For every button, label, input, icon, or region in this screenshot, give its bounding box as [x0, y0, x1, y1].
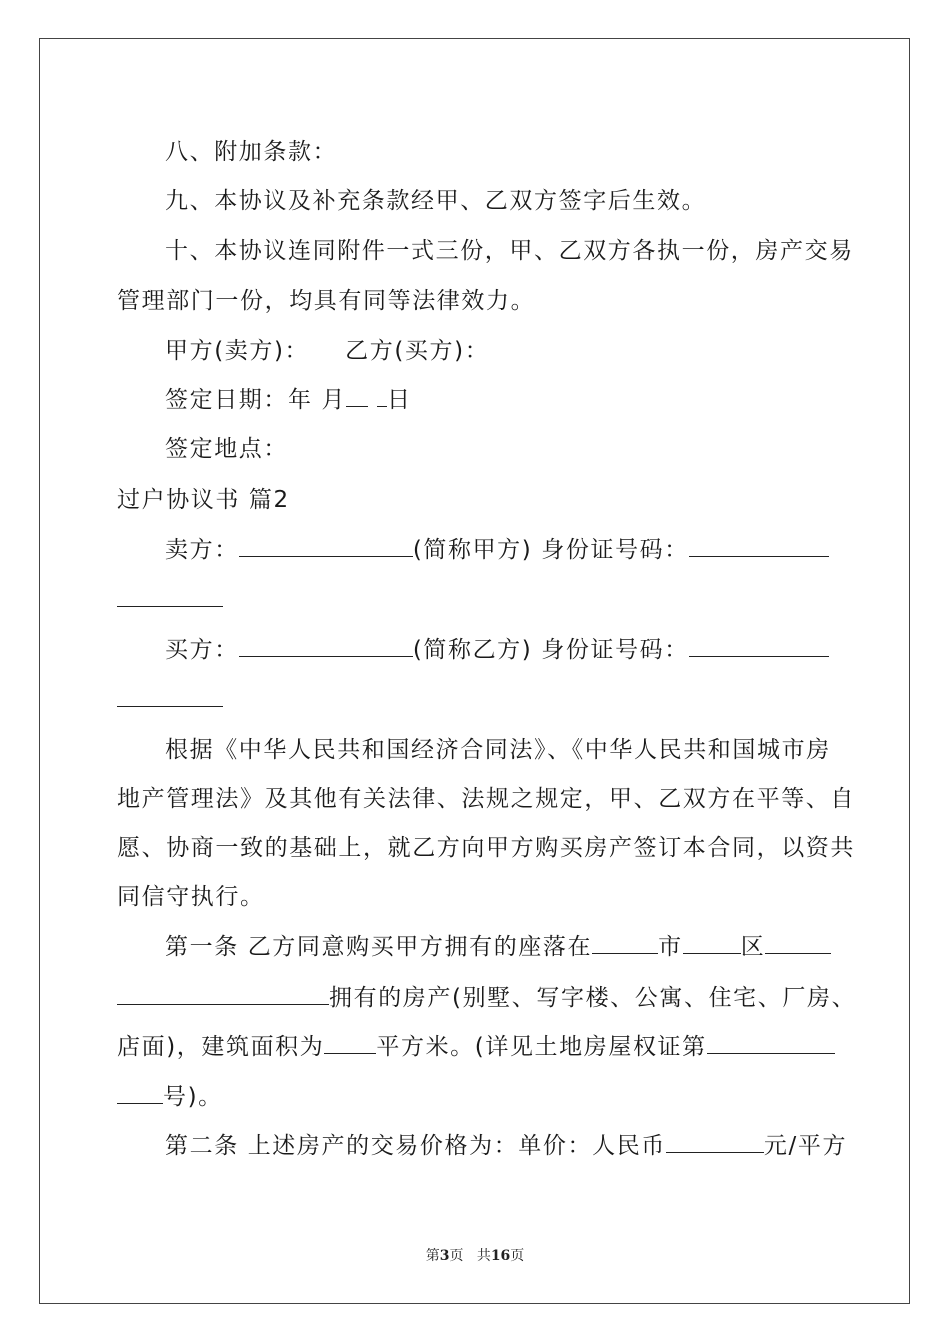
intro-line-4 [117, 882, 265, 912]
total-label-suffix: 页 [510, 1248, 525, 1264]
intro-text-4: 同信守执行。 [117, 884, 265, 910]
article-1-city: 市 [658, 934, 683, 960]
seller-id-blank [689, 536, 829, 557]
sign-place [165, 434, 288, 464]
certificate-blank-1 [707, 1033, 835, 1054]
party-a-label: 甲方(卖方)： [165, 338, 310, 364]
total-label-prefix: 共 [476, 1248, 491, 1264]
buyer-id-continued [117, 685, 223, 715]
buyer-label: 买方： [165, 637, 239, 663]
city-blank [592, 933, 658, 954]
certificate-blank-2 [117, 1083, 163, 1104]
intro-text-3: 愿、协商一致的基础上，就乙方向甲方购买房产签订本合同，以资共 [117, 835, 855, 861]
intro-text-2: 地产管理法》及其他有关法律、法规之规定，甲、乙双方在平等、自 [117, 786, 855, 812]
seller-abbr: (简称甲方) 身份证号码： [412, 537, 689, 563]
intro-text-1: 根据《中华人民共和国经济合同法》、《中华人民共和国城市房 [165, 737, 831, 763]
unit-price-blank [666, 1132, 764, 1153]
seller-id-blank-2 [117, 586, 223, 607]
article-1-text-2: 拥有的房产(别墅、写字楼、公寓、住宅、厂房、 [329, 985, 857, 1011]
clause-9 [165, 186, 706, 216]
section-heading-text: 过户协议书 篇2 [117, 487, 290, 513]
clause-8 [165, 137, 337, 167]
article-1-text-4: 号)。 [163, 1084, 223, 1110]
sign-place-label: 签定地点： [165, 436, 288, 462]
address-blank-1 [765, 933, 831, 954]
article-1-district: 区 [740, 934, 766, 960]
party-b-label: 乙方(买方)： [345, 338, 490, 364]
seller-row [165, 535, 829, 565]
page-label-suffix: 页 [449, 1248, 464, 1264]
article-1-area-label: 店面)，建筑面积为 [117, 1034, 325, 1060]
sign-date-blank-1 [346, 386, 368, 407]
sign-date-blank-2 [377, 386, 387, 407]
article-1-line-2 [117, 983, 856, 1013]
clause-10-text-2: 管理部门一份，均具有同等法律效力。 [117, 288, 536, 314]
seller-name-blank [239, 536, 413, 557]
page-label-prefix: 第 [425, 1248, 440, 1264]
sign-date [165, 385, 412, 415]
buyer-id-blank [689, 636, 829, 657]
intro-line-3 [117, 833, 855, 863]
article-1-line-4 [117, 1082, 223, 1112]
clause-10-line-2 [117, 286, 535, 316]
intro-line-1 [165, 735, 831, 765]
signature-parties [165, 336, 489, 366]
district-blank [683, 933, 741, 954]
section-heading [117, 485, 290, 515]
clause-8-text: 八、附加条款： [165, 139, 338, 165]
clause-10-line-1 [165, 236, 854, 266]
article-1-text-a: 第一条 乙方同意购买甲方拥有的座落在 [165, 934, 593, 960]
article-2-line-1 [165, 1131, 847, 1161]
buyer-name-blank [239, 636, 413, 657]
clause-10-text-1: 十、本协议连同附件一式三份，甲、乙双方各执一份，房产交易 [165, 238, 854, 264]
total-pages: 16 [490, 1248, 511, 1264]
article-2-text-a: 第二条 上述房产的交易价格为：单价：人民币 [165, 1133, 666, 1159]
clause-9-text: 九、本协议及补充条款经甲、乙双方签字后生效。 [165, 188, 707, 214]
page-border [39, 38, 910, 1304]
page-footer [0, 1245, 950, 1265]
article-1-line-1 [165, 932, 831, 962]
intro-line-2 [117, 784, 855, 814]
address-blank-2 [117, 984, 329, 1005]
area-blank [324, 1033, 376, 1054]
buyer-abbr: (简称乙方) 身份证号码： [412, 637, 689, 663]
buyer-id-blank-2 [117, 686, 223, 707]
seller-label: 卖方： [165, 537, 239, 563]
seller-id-continued [117, 585, 223, 615]
sign-date-day: 日 [387, 387, 412, 413]
buyer-row [165, 635, 829, 665]
article-2-unit: 元/平方 [763, 1133, 848, 1159]
article-1-line-3 [117, 1032, 835, 1062]
page-number: 3 [439, 1248, 450, 1264]
article-1-certificate-label: 平方米。(详见土地房屋权证第 [376, 1034, 707, 1060]
sign-date-label: 签定日期：年 月 [165, 387, 347, 413]
